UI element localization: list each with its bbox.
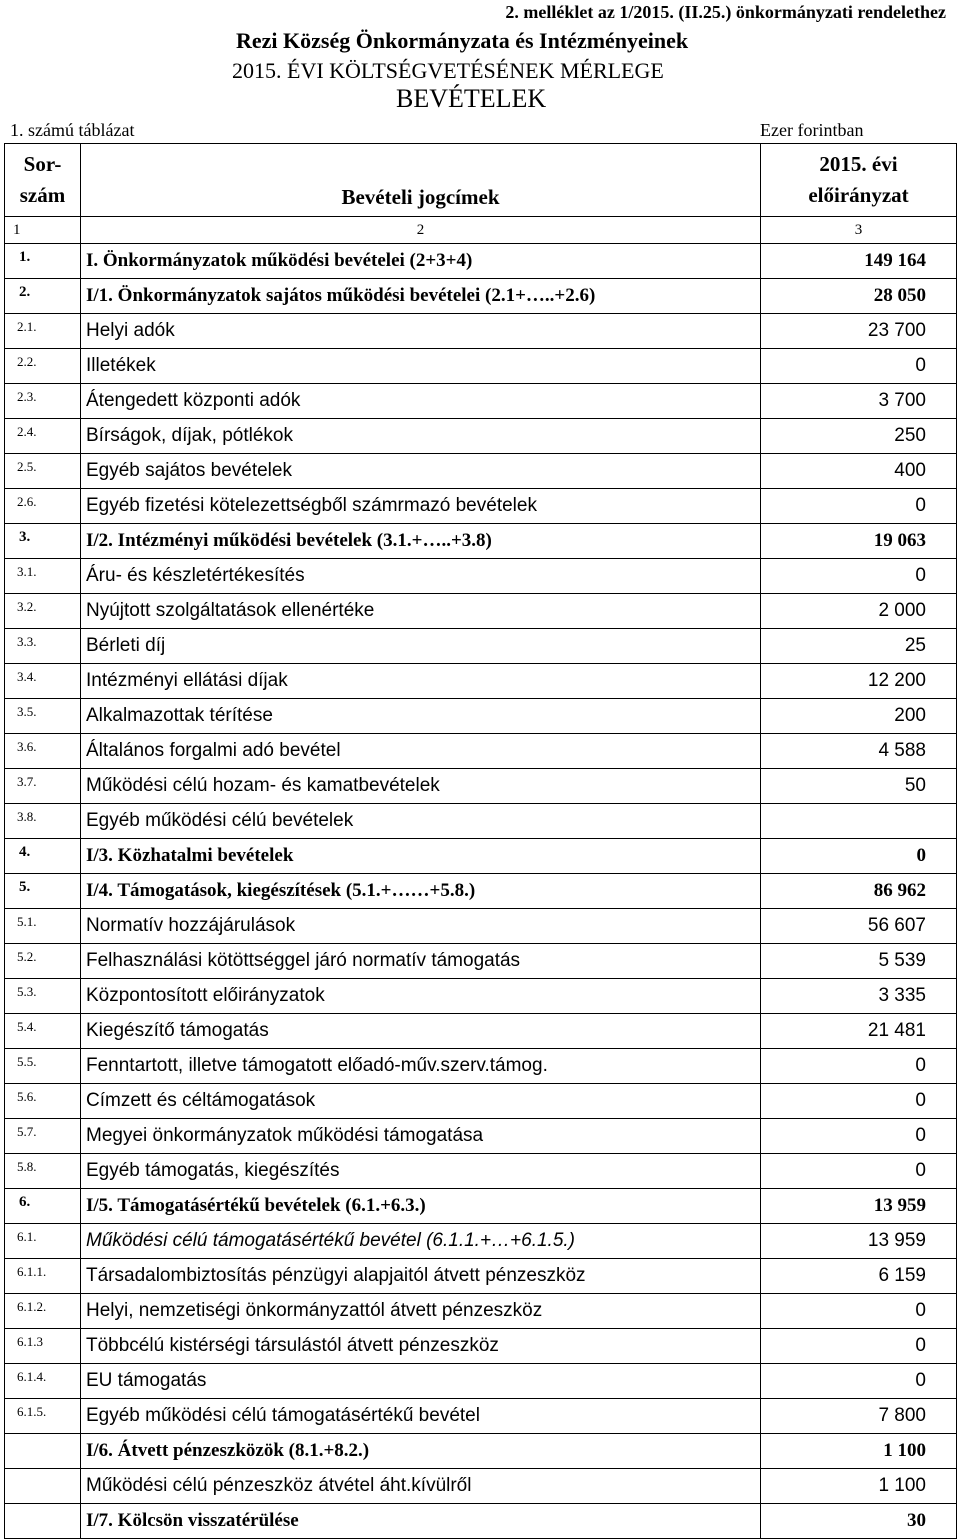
currency-unit: Ezer forintban: [760, 120, 864, 140]
row-value: 3 700: [761, 384, 957, 419]
table-row: [5, 559, 957, 594]
table-row: [5, 314, 957, 349]
header-revenue-titles: [81, 144, 761, 217]
revenue-table: [4, 143, 957, 1539]
document-subtitle: BEVÉTELEK: [396, 84, 547, 113]
table-row: [5, 1084, 957, 1119]
row-value: 13 959: [761, 1224, 957, 1259]
row-number: 5.2.: [5, 944, 81, 979]
column-number-3: 3: [761, 217, 957, 244]
table-row: [5, 524, 957, 559]
row-value: 250: [761, 419, 957, 454]
table-row: [5, 384, 957, 419]
row-number: [5, 1504, 81, 1539]
row-value: 0: [761, 1084, 957, 1119]
annex-reference: 2. melléklet az 1/2015. (II.25.) önkormányzati rendelethez: [505, 2, 946, 22]
header-name-label: Bevételi jogcímek: [341, 185, 500, 209]
table-row: [5, 664, 957, 699]
row-number: 3.1.: [5, 559, 81, 594]
table-row: [5, 1119, 957, 1154]
table-row: [5, 979, 957, 1014]
row-name: Egyéb működési célú bevételek: [81, 804, 761, 839]
row-number: 6.1.1.: [5, 1259, 81, 1294]
row-name: Központosított előirányzatok: [81, 979, 761, 1014]
table-row: [5, 944, 957, 979]
row-number: 3.4.: [5, 664, 81, 699]
row-value: 56 607: [761, 909, 957, 944]
table-row: [5, 279, 957, 314]
row-name: I/3. Közhatalmi bevételek: [81, 839, 761, 874]
table-row: [5, 839, 957, 874]
row-number: 6.1.5.: [5, 1399, 81, 1434]
row-value: 0: [761, 1154, 957, 1189]
table-row: [5, 454, 957, 489]
header-row-number: [5, 144, 81, 217]
table-row: [5, 419, 957, 454]
table-row: [5, 804, 957, 839]
table-row: [5, 874, 957, 909]
row-number: 5.8.: [5, 1154, 81, 1189]
row-number: 5.7.: [5, 1119, 81, 1154]
row-name: Nyújtott szolgáltatások ellenértéke: [81, 594, 761, 629]
row-value: 5 539: [761, 944, 957, 979]
row-number: 3.7.: [5, 769, 81, 804]
table-row: [5, 1294, 957, 1329]
row-value: 13 959: [761, 1189, 957, 1224]
row-number: 3.3.: [5, 629, 81, 664]
row-number: [5, 1434, 81, 1469]
column-number-2: 2: [81, 217, 761, 244]
row-number: 4.: [5, 839, 81, 874]
row-value: 30: [761, 1504, 957, 1539]
row-name: Alkalmazottak térítése: [81, 699, 761, 734]
row-name: I/7. Kölcsön visszatérülése: [81, 1504, 761, 1539]
row-number: 6.1.4.: [5, 1364, 81, 1399]
row-value: 1 100: [761, 1469, 957, 1504]
row-name: Működési célú támogatásértékű bevétel (6.1.1.+…+6.1.5.): [81, 1224, 761, 1259]
row-value: 0: [761, 1294, 957, 1329]
row-value: 21 481: [761, 1014, 957, 1049]
row-name: Átengedett központi adók: [81, 384, 761, 419]
row-number: 1.: [5, 244, 81, 279]
header-value-line2: előirányzat: [808, 183, 909, 207]
row-name: I/6. Átvett pénzeszközök (8.1.+8.2.): [81, 1434, 761, 1469]
row-number: 2.5.: [5, 454, 81, 489]
table-row: [5, 1224, 957, 1259]
row-value: 86 962: [761, 874, 957, 909]
row-name: Fenntartott, illetve támogatott előadó-műv.szerv.támog.: [81, 1049, 761, 1084]
row-name: Többcélú kistérségi társulástól átvett pénzeszköz: [81, 1329, 761, 1364]
row-number: 5.: [5, 874, 81, 909]
row-value: 1 100: [761, 1434, 957, 1469]
row-number: 5.3.: [5, 979, 81, 1014]
row-name: Általános forgalmi adó bevétel: [81, 734, 761, 769]
table-row: [5, 1434, 957, 1469]
header-no-line2: szám: [19, 183, 66, 207]
row-name: Egyéb sajátos bevételek: [81, 454, 761, 489]
row-name: Egyéb fizetési kötelezettségből számrmazó bevételek: [81, 489, 761, 524]
row-name: I/2. Intézményi működési bevételek (3.1.+…..+3.8): [81, 524, 761, 559]
row-value: 200: [761, 699, 957, 734]
table-row: [5, 244, 957, 279]
row-name: Társadalombiztosítás pénzügyi alapjaitól átvett pénzeszköz: [81, 1259, 761, 1294]
row-value: 2 000: [761, 594, 957, 629]
row-number: 3.5.: [5, 699, 81, 734]
table-row: [5, 1399, 957, 1434]
row-value: 19 063: [761, 524, 957, 559]
row-name: Illetékek: [81, 349, 761, 384]
table-row: [5, 1329, 957, 1364]
row-number: 3.2.: [5, 594, 81, 629]
row-name: Működési célú hozam- és kamatbevételek: [81, 769, 761, 804]
row-number: 6.1.3: [5, 1329, 81, 1364]
row-value: 0: [761, 839, 957, 874]
row-name: Helyi adók: [81, 314, 761, 349]
row-number: 2.3.: [5, 384, 81, 419]
row-value: 400: [761, 454, 957, 489]
row-value: 4 588: [761, 734, 957, 769]
table-row: [5, 1469, 957, 1504]
row-name: Egyéb támogatás, kiegészítés: [81, 1154, 761, 1189]
row-name: Egyéb működési célú támogatásértékű bevétel: [81, 1399, 761, 1434]
table-row: [5, 1504, 957, 1539]
row-number: 2.6.: [5, 489, 81, 524]
row-number: 2.1.: [5, 314, 81, 349]
row-value: 0: [761, 1364, 957, 1399]
row-value: 3 335: [761, 979, 957, 1014]
row-value: 149 164: [761, 244, 957, 279]
row-value: 50: [761, 769, 957, 804]
table-row: [5, 734, 957, 769]
row-value: 7 800: [761, 1399, 957, 1434]
row-name: Bírságok, díjak, pótlékok: [81, 419, 761, 454]
row-number: 6.: [5, 1189, 81, 1224]
table-row: [5, 769, 957, 804]
row-name: Megyei önkormányzatok működési támogatása: [81, 1119, 761, 1154]
row-value: 0: [761, 1049, 957, 1084]
row-value: 0: [761, 1119, 957, 1154]
row-name: Intézményi ellátási díjak: [81, 664, 761, 699]
row-value: [761, 804, 957, 839]
row-number: 5.5.: [5, 1049, 81, 1084]
table-row: [5, 1259, 957, 1294]
row-name: I/4. Támogatások, kiegészítések (5.1.+……+5.8.): [81, 874, 761, 909]
table-row: [5, 1049, 957, 1084]
table-row: [5, 349, 957, 384]
table-row: [5, 1364, 957, 1399]
table-row: [5, 699, 957, 734]
table-row: [5, 1154, 957, 1189]
table-row: [5, 489, 957, 524]
column-number-1: 1: [5, 217, 81, 244]
row-value: 28 050: [761, 279, 957, 314]
row-name: I/5. Támogatásértékű bevételek (6.1.+6.3.): [81, 1189, 761, 1224]
row-value: 0: [761, 349, 957, 384]
row-number: 2.4.: [5, 419, 81, 454]
row-value: 0: [761, 1329, 957, 1364]
row-number: 5.4.: [5, 1014, 81, 1049]
row-value: 0: [761, 489, 957, 524]
row-name: EU támogatás: [81, 1364, 761, 1399]
row-number: 6.1.: [5, 1224, 81, 1259]
document-title: 2015. ÉVI KÖLTSÉGVETÉSÉNEK MÉRLEGE: [232, 58, 664, 83]
row-number: 3.: [5, 524, 81, 559]
row-value: 23 700: [761, 314, 957, 349]
table-row: [5, 909, 957, 944]
row-number: 5.1.: [5, 909, 81, 944]
row-number: 2.: [5, 279, 81, 314]
row-name: I/1. Önkormányzatok sajátos működési bevételei (2.1+…..+2.6): [81, 279, 761, 314]
table-row: [5, 1189, 957, 1224]
row-name: Helyi, nemzetiségi önkormányzattól átvett pénzeszköz: [81, 1294, 761, 1329]
row-number: 3.6.: [5, 734, 81, 769]
organization-title: Rezi Község Önkormányzata és Intézményeinek: [236, 28, 689, 53]
row-value: 6 159: [761, 1259, 957, 1294]
row-value: 12 200: [761, 664, 957, 699]
row-name: Címzett és céltámogatások: [81, 1084, 761, 1119]
row-number: 3.8.: [5, 804, 81, 839]
header-value-line1: 2015. évi: [819, 152, 898, 176]
row-name: Bérleti díj: [81, 629, 761, 664]
row-value: 25: [761, 629, 957, 664]
row-name: I. Önkormányzatok működési bevételei (2+3+4): [81, 244, 761, 279]
table-row: [5, 1014, 957, 1049]
row-name: Felhasználási kötöttséggel járó normatív támogatás: [81, 944, 761, 979]
table-number: 1. számú táblázat: [10, 120, 135, 140]
row-number: 5.6.: [5, 1084, 81, 1119]
row-name: Normatív hozzájárulások: [81, 909, 761, 944]
header-appropriation: [761, 144, 957, 217]
row-name: Kiegészítő támogatás: [81, 1014, 761, 1049]
table-row: [5, 629, 957, 664]
row-name: Áru- és készletértékesítés: [81, 559, 761, 594]
row-number: 6.1.2.: [5, 1294, 81, 1329]
row-number: [5, 1469, 81, 1504]
row-name: Működési célú pénzeszköz átvétel áht.kívülről: [81, 1469, 761, 1504]
table-row: [5, 594, 957, 629]
row-number: 2.2.: [5, 349, 81, 384]
row-value: 0: [761, 559, 957, 594]
header-no-line1: Sor-: [23, 152, 62, 176]
